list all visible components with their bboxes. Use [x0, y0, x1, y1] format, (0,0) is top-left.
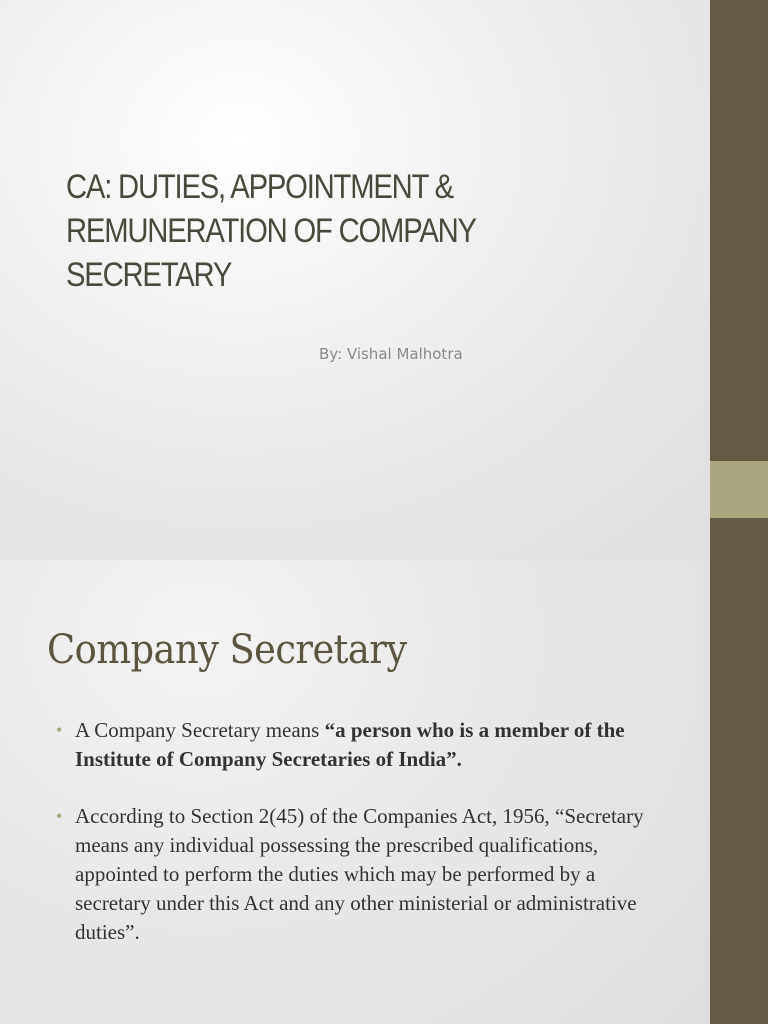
bullet-dot-icon: •	[56, 720, 63, 740]
bullet-list	[56, 716, 656, 975]
accent-bar	[710, 560, 768, 1024]
accent-tab	[710, 461, 768, 518]
content-slide	[0, 560, 768, 1024]
slide-subtitle: By: Vishal Malhotra	[319, 345, 463, 363]
bullet-text: According to Section 2(45) of the Companies Act, 1956, “Secretary means any individual possessing the prescribed qualifications, appointed to perform the duties which may be performed by a secretary under this Act and any other ministerial or administrative duties”.	[75, 804, 644, 944]
bullet-emphasis: “a person who is a member of the Institute of Company Secretaries of India”.	[75, 718, 625, 771]
section-heading: Company Secretary	[47, 627, 407, 673]
bullet-item	[56, 802, 656, 947]
bullet-dot-icon: •	[56, 806, 63, 826]
slide-title: CA: DUTIES, APPOINTMENT & REMUNERATION OF COMPANY SECRETARY	[66, 168, 476, 294]
bullet-item	[56, 716, 656, 774]
bullet-text: A Company Secretary means	[75, 718, 325, 742]
